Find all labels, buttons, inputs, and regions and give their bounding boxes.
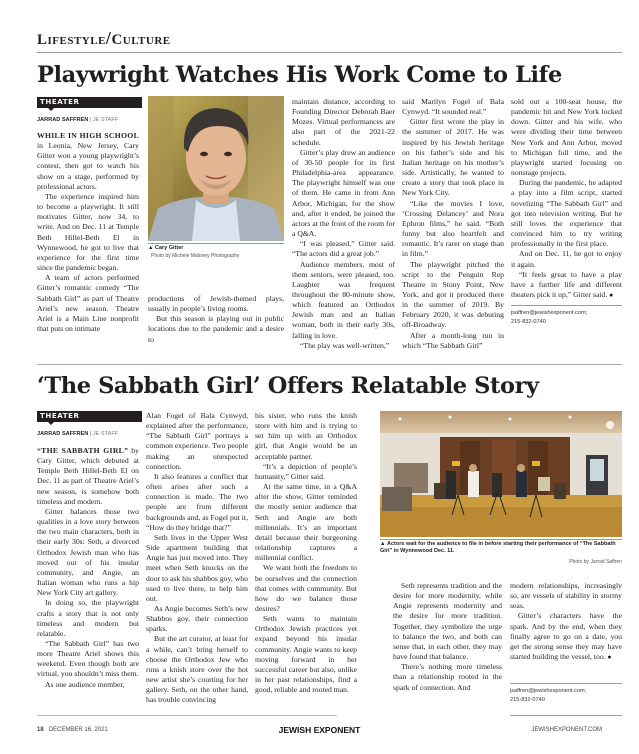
paragraph-text: During the pandemic, he adapted a play into a film script, started novelizing “The Sabbath Girl” and got into television writing. But he still loves the experience that convinced him to try writing professionally in the first place. <box>511 178 622 249</box>
paragraph-text: As one audience member, <box>45 679 125 689</box>
paragraph-text: sold out a 100-seat house, the pandemic hit and New York locked down. Gitter and his wife, who were dividing their time between New York and Ann Arbor, moved to Michigan full time, and the playwright started focusing on nonstage projects. <box>511 97 622 178</box>
paragraph-text: But this season is playing out in public locations due to the pandemic and a desire to <box>148 314 284 344</box>
article-divider <box>37 364 622 365</box>
stage-photo-credit: Photo by Jarrad Saffren <box>569 559 622 565</box>
publication-name: JEWISH EXPONENT <box>278 725 361 735</box>
paragraph <box>292 239 395 259</box>
paragraph-text: by Cary Gitter, which debuted at Temple Beth Hillel-Beth El on Dec. 11 as part of Theatre Ariel’s new season, is somehow both timeless and modern. <box>37 446 139 506</box>
paragraph <box>510 581 622 611</box>
paragraph <box>255 462 357 482</box>
contact-phone: 215-832-0740 <box>511 319 546 325</box>
paragraph-text: The experience inspired him to become a playwright. It still motivates Gitter, now 34, to write. And on Dec. 11 at Temple Beth Hillel-Beth El in Wynnewood, he got to live that experience for the first time since the pandemic began. <box>37 191 139 273</box>
paragraph <box>402 117 504 198</box>
stage-photo-caption: ▲ Actors wait for the audience to file in before starting their performance of “The Sabbath Girl” in Wynnewood Dec. 11. <box>380 541 616 554</box>
paragraph-text: maintain distance, according to Founding Director Deborah Baer Mozes. Virtual performances are also part of the 2021-22 schedule. <box>292 97 395 147</box>
article1-kicker: THEATER <box>37 97 142 108</box>
photo-caption-rule <box>148 243 284 244</box>
paragraph-text: The playwright pitched the script to the Penguin Rep Theatre in Stony Point, New York, and got it produced there in the summer of 2019. By February 2020, it was debuting off-Broadway. <box>402 259 504 330</box>
article2-kicker: THEATER <box>37 411 142 422</box>
paragraph-text: productions of Jewish-themed plays, usually in people’s living rooms. <box>148 294 284 314</box>
portrait-photo <box>148 96 284 241</box>
lead-in: “THE SABBATH GIRL” <box>37 446 129 455</box>
page-number: 18 <box>37 727 44 733</box>
article1-column-5 <box>511 97 622 300</box>
section-sublabel: Culture <box>111 32 171 48</box>
paragraph <box>146 472 248 533</box>
article1-column-1 <box>37 131 139 334</box>
paragraph <box>510 611 622 662</box>
article2-column-5 <box>510 581 622 662</box>
paragraph <box>402 199 504 260</box>
paragraph <box>292 260 395 341</box>
article1-column-2 <box>148 294 284 345</box>
paragraph-text: Seth represents tradition and the desire for more modernity, while Angie represents modernity and the desire for more tradition. Together, they symbolize the urge to balance the two, and both can sense that, in each other, they may have found that balance. <box>393 581 502 662</box>
paragraph-text: Alan Fogel of Bala Cynwyd, explained after the performance, “The Sabbath Girl” portrays a common experience. Two people making an unexpected connection. <box>146 411 248 471</box>
paragraph <box>511 97 622 178</box>
website-link[interactable]: JEWISHEXPONENT.COM <box>531 727 602 733</box>
paragraph-text: At the same time, in a Q&A after the show, Gitter reminded the mostly senior audience that Seth and Angie are both millennials. It’s an important detail because their burgeoning relationship captures a millennial conflict. <box>255 482 357 563</box>
paragraph-text: in Leonia, New Jersey, Cary Gitter won a young playwright’s contest, then got to watch his show on a stage, performed by professional actors. <box>37 141 139 191</box>
byline-author: JARRAD SAFFREN <box>37 117 89 123</box>
paragraph-text: It also features a conflict that often arises after such a connection is made. The two people are from different backgrounds and, as Fogel put it, “How do they bridge that?” <box>146 471 248 532</box>
footer-rule <box>37 715 337 716</box>
paragraph-text: We want both the freedom to be ourselves and the connection that comes with community. But how do we balance those desires? <box>255 563 357 613</box>
paragraph <box>255 614 357 695</box>
paragraph-text: “The play was well-written,” <box>300 340 390 350</box>
paragraph <box>393 662 502 692</box>
paragraph <box>37 680 139 690</box>
paragraph <box>393 581 502 662</box>
paragraph-text: his sister, who runs the knish store with him and is trying to set him up with an Orthodox girl, that Angie would be an acceptable partner. <box>255 411 357 461</box>
article1-contact <box>511 305 622 337</box>
paragraph <box>255 482 357 563</box>
paragraph <box>148 314 284 344</box>
article1-column-3 <box>292 97 395 351</box>
paragraph <box>402 260 504 331</box>
paragraph <box>37 598 139 639</box>
paragraph-text: In doing so, the playwright crafts a story that is not only timeless and modern but relatable. <box>37 598 139 638</box>
end-mark-icon: ● <box>605 653 612 662</box>
paragraph-text: And on Dec. 11, he got to enjoy it again. <box>511 249 622 269</box>
paragraph <box>37 273 139 334</box>
paragraph <box>255 411 357 462</box>
paragraph <box>511 178 622 249</box>
paragraph <box>37 131 139 192</box>
portrait-credit: Photo by Michele Maloney Photography <box>151 253 240 259</box>
paragraph-text: “I was pleased,” Gitter said. “The actors did a great job.” <box>292 239 395 259</box>
section-header: Lifestyle/Culture <box>37 28 622 53</box>
paragraph-text: said Marilyn Fogel of Bala Cynwyd. “It sounded real.” <box>402 97 504 117</box>
paragraph <box>37 446 139 507</box>
paragraph <box>511 270 622 300</box>
caption-triangle-icon: ▲ <box>380 541 386 547</box>
caption-triangle-icon: ▲ <box>148 245 154 251</box>
paragraph <box>402 331 504 351</box>
photo-caption-rule <box>380 539 622 540</box>
contact-phone: 215-832-0740 <box>510 697 545 703</box>
paragraph <box>292 97 395 148</box>
article1-byline: JARRAD SAFFREN | JE STAFF <box>37 117 119 123</box>
paragraph-text: After a month-long run in which “The Sabbath Girl” <box>402 330 504 350</box>
paragraph <box>37 639 139 680</box>
article2-column-3 <box>255 411 357 695</box>
paragraph <box>255 563 357 614</box>
paragraph-text: Gitter balances those two qualities in a love story between the two main characters, both in their early 30s: Seth, a divorced Orthodox Jewish man who has moved out of his insular community, and Angie, an Italian woman who runs a hip New York City art gallery. <box>37 506 139 598</box>
paragraph <box>146 634 248 705</box>
lead-in: WHILE IN HIGH SCHOOL <box>37 131 139 140</box>
paragraph-text: There’s nothing more timeless than a relationship rooted in the spark of connection. And <box>393 662 502 692</box>
stage-performance-photo-icon <box>380 411 622 537</box>
paragraph-text: Gitter’s characters have the spark. And by the end, when they finally agree to go on a date, you get the strong sense they may have started building the vessel, too. <box>510 611 622 662</box>
byline-author: JARRAD SAFFREN <box>37 431 89 437</box>
paragraph-text: Seth wants to maintain Orthodox Jewish practices yet expand beyond his insular community. Angie wants to keep moving forward in her successful career but also, unlike in her past relationships, find a good, reliable and rooted man. <box>255 614 357 695</box>
paragraph-text: “The Sabbath Girl” has two more Theatre Ariel shows this weekend. Even though both are virtual, you shouldn’t miss them. <box>37 638 139 679</box>
contact-email[interactable]: jsaffren@jewishexponent.com; <box>510 688 587 694</box>
paragraph-text: But the art curator, at least for a while, can’t bring herself to choose the Orthodox Jew who runs a knish store over the hot new artist she’s courting for her gallery. Seth, on the other hand, has trouble convincing <box>146 634 248 705</box>
paragraph <box>37 192 139 273</box>
issue-date: DECEMBER 16, 2021 <box>48 727 108 733</box>
article2-headline: ‘The Sabbath Girl’ Offers Relatable Story <box>37 373 539 399</box>
paragraph <box>292 148 395 239</box>
paragraph <box>511 249 622 269</box>
cary-gitter-portrait-icon <box>148 96 284 241</box>
article2-contact <box>510 683 622 716</box>
article1-column-4 <box>402 97 504 351</box>
paragraph-text: Gitter’s play drew an audience of 30-50 people for its first Philadelphia-area appearance. The playwright himself was one of them. He came in from Ann Arbor, Michigan, for the show and, after it ended, he joined the actors at the front of the room for a Q&A. <box>292 147 395 239</box>
paragraph <box>146 533 248 604</box>
paragraph <box>37 507 139 598</box>
article2-byline: JARRAD SAFFREN | JE STAFF <box>37 431 119 437</box>
paragraph <box>402 97 504 117</box>
paragraph-text: modern relationships, increasingly so, are vessels of stability in stormy seas. <box>510 581 622 611</box>
section-label: Lifestyle <box>37 32 106 48</box>
paragraph-text: “Like the movies I love, ‘Crossing Delancey’ and Nora Ephron films,” he said. “Both funny but also heartfelt and romantic. It’s rarer on stage than in film.” <box>402 198 504 259</box>
article1-headline: Playwright Watches His Work Come to Life <box>37 62 562 88</box>
article2-column-2 <box>146 411 248 706</box>
paragraph-text: Audience members, most of them seniors, were pleased, too. Laughter was frequent throughout the 80-minute show, which featured an Orthodox Jewish man and an Italian woman, both in their early 30s, falling in love. <box>292 259 395 340</box>
paragraph <box>146 411 248 472</box>
paragraph <box>292 341 395 351</box>
paragraph-text: “It’s a depiction of people’s humanity,” Gitter said. <box>255 461 357 481</box>
paragraph-text: Gitter first wrote the play in the summer of 2017. He was inspired by his Jewish heritage on his father’s side and his Italian heritage on his mother’s side. Artistically, he wanted to create a story that took place in New York City. <box>402 117 504 198</box>
portrait-caption: ▲ Cary Gitter <box>148 245 184 251</box>
paragraph-text: Seth lives in the Upper West Side apartment building that Angie has just moved into. They meet when Seth knocks on the door to ask his shabbos goy, who used to live there, to help him out. <box>146 532 248 603</box>
article2-column-4 <box>393 581 502 693</box>
paragraph-text: A team of actors performed Gitter’s romantic comedy “The Sabbath Girl” as part of Theatre Ariel’s new season. Theatre Ariel is a Main Line nonprofit that puts on intimate <box>37 273 139 333</box>
paragraph <box>146 604 248 634</box>
stage-photo <box>380 411 622 537</box>
paragraph-text: “It feels great to have a play have a further life and different theaters pick it up,” Gitter said. <box>511 269 622 299</box>
paragraph <box>148 294 284 314</box>
byline-role: JE STAFF <box>92 117 119 123</box>
paragraph-text: As Angie becomes Seth’s new Shabbos goy, their connection sparks. <box>146 603 248 634</box>
article2-column-1 <box>37 446 139 690</box>
contact-email[interactable]: jsaffren@jewishexponent.com; <box>511 310 588 316</box>
end-mark-icon: ● <box>607 290 614 299</box>
byline-role: JE STAFF <box>92 431 119 437</box>
